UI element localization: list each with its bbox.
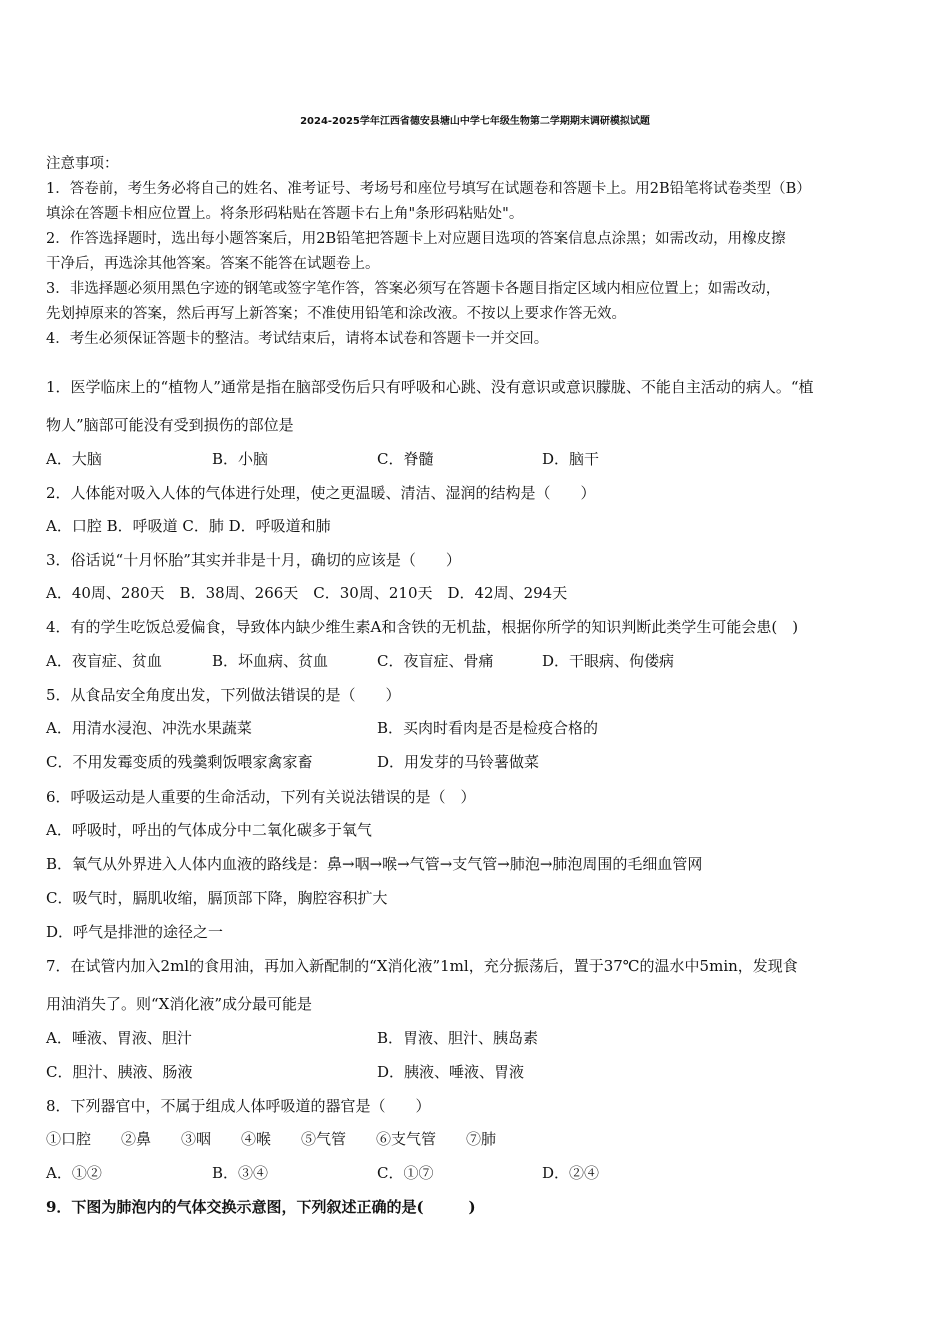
question-8-stem: 8．下列器官中，不属于组成人体呼吸道的器官是（ ） xyxy=(46,1097,431,1115)
question-7-option-d: D．胰液、唾液、胃液 xyxy=(377,1063,525,1081)
question-1-option-c: C．脊髓 xyxy=(377,450,434,468)
question-5-option-c: C．不用发霉变质的残羹剩饭喂家禽家畜 xyxy=(46,753,313,771)
question-5-option-d: D．用发芽的马铃薯做菜 xyxy=(377,753,540,771)
question-6-option-d: D．呼气是排泄的途径之一 xyxy=(46,923,224,941)
question-4-option-b: B．坏血病、贫血 xyxy=(212,652,329,670)
question-1-option-b: B．小脑 xyxy=(212,450,269,468)
question-4-option-d: D．干眼病、佝偻病 xyxy=(542,652,675,670)
question-8-option-a: A．①② xyxy=(46,1164,102,1182)
question-8-option-b: B．③④ xyxy=(212,1164,269,1182)
notice-line: 干净后，再选涂其他答案。答案不能答在试题卷上。 xyxy=(46,256,380,272)
question-3-stem: 3．俗话说“十月怀胎”其实并非是十月，确切的应该是（ ） xyxy=(46,551,461,569)
question-5-option-b: B．买肉时看肉是否是检疫合格的 xyxy=(377,719,599,737)
question-6-option-a: A．呼吸时，呼出的气体成分中二氧化碳多于氧气 xyxy=(46,821,372,839)
question-1-option-a: A．大脑 xyxy=(46,450,102,468)
question-5-stem: 5．从食品安全角度出发，下列做法错误的是（ ） xyxy=(46,686,401,704)
question-9-stem: 9．下图为肺泡内的气体交换示意图，下列叙述正确的是( ) xyxy=(46,1198,476,1216)
question-1-option-d: D．脑干 xyxy=(542,450,600,468)
question-3-options: A．40周、280天 B．38周、266天 C．30周、210天 D．42周、294天 xyxy=(46,584,568,602)
page-title: 2024-2025学年江西省德安县塘山中学七年级生物第二学期期末调研模拟试题 xyxy=(300,116,650,127)
question-6-option-c: C．吸气时，膈肌收缩，膈顶部下降，胸腔容积扩大 xyxy=(46,889,388,907)
notice-line: 4．考生必须保证答题卡的整洁。考试结束后，请将本试卷和答题卡一并交回。 xyxy=(46,331,549,347)
question-4-option-a: A．夜盲症、贫血 xyxy=(46,652,162,670)
question-1-stem: 1．医学临床上的“植物人”通常是指在脑部受伤后只有呼吸和心跳、没有意识或意识朦胧、不能自主活动的病人。“植 xyxy=(46,378,814,396)
question-7-option-c: C．胆汁、胰液、肠液 xyxy=(46,1063,193,1081)
notice-section xyxy=(46,152,908,352)
notice-line: 1．答卷前，考生务必将自己的姓名、准考证号、考场号和座位号填写在试题卷和答题卡上。用2B铅笔将试卷类型（B） xyxy=(46,181,811,197)
question-7-option-a: A．唾液、胃液、胆汁 xyxy=(46,1029,192,1047)
question-6-stem: 6．呼吸运动是人重要的生命活动，下列有关说法错误的是（ ） xyxy=(46,788,476,806)
question-7-option-b: B．胃液、胆汁、胰岛素 xyxy=(377,1029,539,1047)
notice-heading: 注意事项： xyxy=(46,156,119,172)
question-8-option-d: D．②④ xyxy=(542,1164,600,1182)
question-7-stem-cont: 用油消失了。则“X消化液”成分最可能是 xyxy=(46,995,313,1013)
notice-line: 3．非选择题必须用黑色字迹的钢笔或签字笔作答，答案必须写在答题卡各题目指定区域内相应位置上；如需改动， xyxy=(46,281,781,297)
question-8-option-c: C．①⑦ xyxy=(377,1164,434,1182)
question-4-option-c: C．夜盲症、骨痛 xyxy=(377,652,494,670)
question-1-stem-cont: 物人”脑部可能没有受到损伤的部位是 xyxy=(46,416,294,434)
question-6-option-b: B．氧气从外界进入人体内血液的路线是：鼻→咽→喉→气管→支气管→肺泡→肺泡周围的毛细血管网 xyxy=(46,855,703,873)
question-2-stem: 2．人体能对吸入人体的气体进行处理，使之更温暖、清洁、湿润的结构是（ ） xyxy=(46,484,596,502)
question-8-items: ①口腔 ②鼻 ③咽 ④喉 ⑤气管 ⑥支气管 ⑦肺 xyxy=(46,1130,497,1148)
notice-line: 2．作答选择题时，选出每小题答案后，用2B铅笔把答题卡上对应题目选项的答案信息点涂黑；如需改动，用橡皮擦 xyxy=(46,231,786,247)
notice-line: 先划掉原来的答案，然后再写上新答案；不准使用铅笔和涂改液。不按以上要求作答无效。 xyxy=(46,306,626,322)
question-2-options: A．口腔 B．呼吸道 C．肺 D．呼吸道和肺 xyxy=(46,517,331,535)
question-4-stem: 4．有的学生吃饭总爱偏食，导致体内缺少维生素A和含铁的无机盐，根据你所学的知识判断此类学生可能会患( ) xyxy=(46,618,799,636)
question-7-stem: 7．在试管内加入2ml的食用油，再加入新配制的“X消化液”1ml，充分振荡后，置于37℃的温水中5min，发现食 xyxy=(46,957,798,975)
notice-line: 填涂在答题卡相应位置上。将条形码粘贴在答题卡右上角"条形码粘贴处"。 xyxy=(46,206,524,222)
question-5-option-a: A．用清水浸泡、冲洗水果蔬菜 xyxy=(46,719,252,737)
